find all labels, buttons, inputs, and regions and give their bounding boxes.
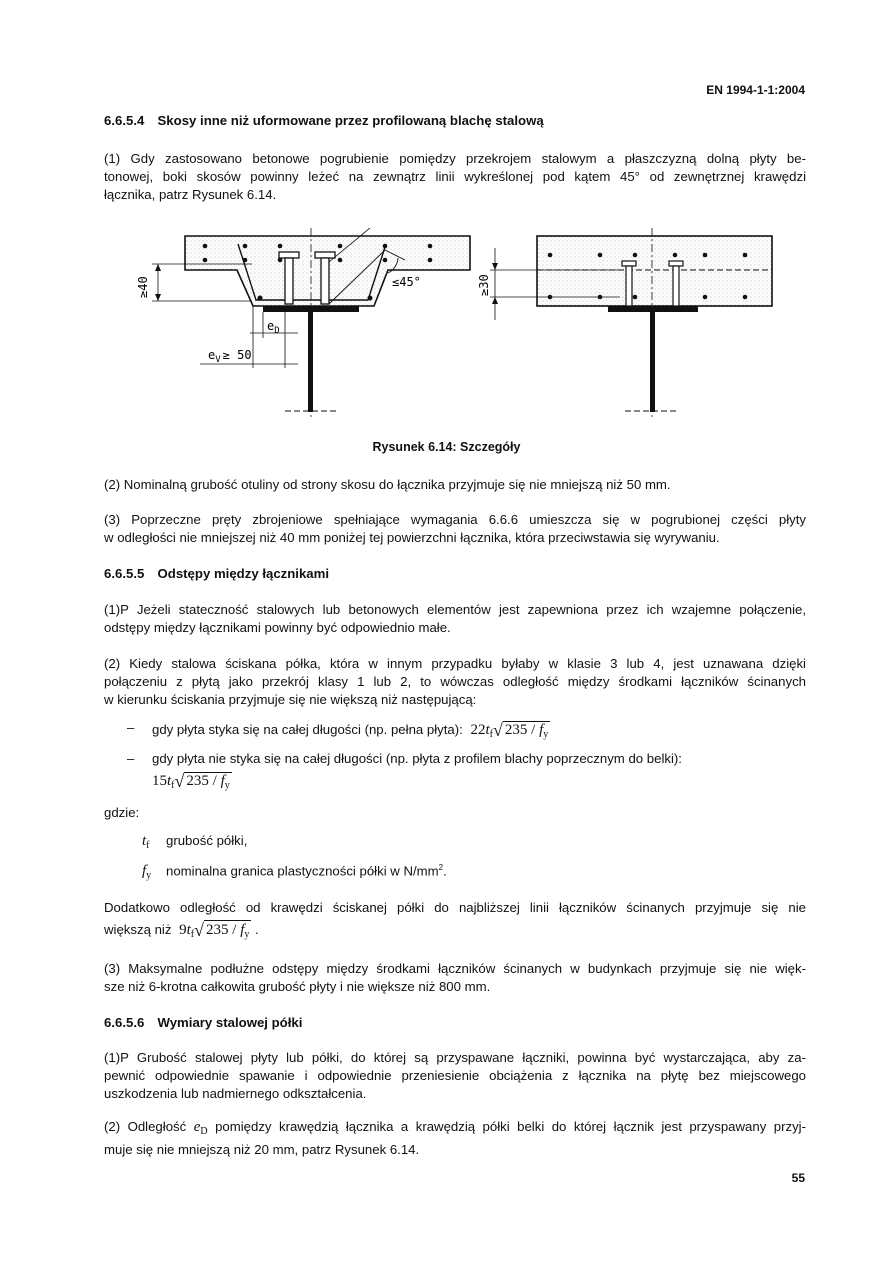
text-line: łącznika, patrz Rysunek 6.14. [104,187,277,203]
text-line: połączeniu z płytą jako przekrój klasy 1 lub 2, to wówczas odległość między środkami łączników ścinanych [104,674,806,690]
paragraph-6-6-5-4-2: (2) Nominalną grubość otuliny od strony skosu do łącznika przyjmuje się nie mniejszą niż 50 mm. [104,477,671,492]
list-bullet: – [127,720,135,735]
figure-6-14 [130,228,780,423]
list-item-1 [152,720,550,741]
f: f [539,722,544,738]
dim-label-30: ≥30 [477,274,491,296]
list-bullet: – [127,751,135,766]
paragraph-6-6-5-6-2 [104,1118,806,1159]
paragraph-6-6-5-4-3 [104,511,806,547]
f: f [220,773,225,789]
formula-22: $22t_f√$ $235 / f_y$ [470,720,549,740]
t-sub: f [190,929,195,941]
profiled-slab-detail [490,228,772,418]
formula-9: $9t_f√$ $235 / f_y$ [179,922,251,938]
eV-sub: V [215,355,221,365]
t-sub: f [146,840,150,851]
where-label: gdzie: [104,805,140,820]
figure-caption: Rysunek 6.14: Szczegóły [372,440,521,454]
paragraph-6-6-5-6-1 [104,1049,806,1104]
text-end: . [255,922,259,938]
text-line [104,920,806,944]
t-sub: f [171,780,175,791]
eD-label [267,319,280,336]
symbol-fy-desc [166,863,447,878]
heading-6-6-5-4: 6.6.5.4 Skosy inne niż uformowane przez profilowaną blachę stalową [104,113,544,128]
eV-value: ≥ 50 [222,348,252,362]
symbol-tf-desc: grubość półki, [166,833,248,848]
paragraph-6-6-5-4-1 [104,150,806,205]
root-num: 235 / [504,722,540,738]
symbol-fy [142,862,151,881]
list-item-2: gdy płyta nie styka się na całej długości (np. płyta z profilem blachy poprzecznym do belki): [152,751,682,766]
heading-6-6-5-6: 6.6.5.6 Wymiary stalowej półki [104,1015,303,1030]
text-line: (3) Poprzeczne pręty zbrojeniowe spełniające wymagania 6.6.6 umieszcza się w pogrubionej części płyty [104,512,806,527]
symbol-tf [142,832,150,851]
eD-sub: D [274,326,280,336]
sup: 2 [438,863,444,872]
dim-label-40: ≥40 [136,276,150,298]
text-line: (1)P Grubość stalowej płyty lub półki, do której są przyspawane łączniki, powinna być wystarczająca, aby za- [104,1050,806,1065]
t-sub: f [489,729,493,740]
f-sub: y [224,780,230,791]
f-sub: y [244,929,250,941]
t: t [485,722,490,738]
page-number: 55 [791,1171,805,1185]
desc-end: . [443,863,447,879]
t: t [186,922,191,939]
coef: 9 [179,922,187,939]
coef: 15 [152,773,167,789]
text: większą niż [104,922,172,938]
text: (2) Odległość [104,1119,187,1134]
eV-letter: e [208,348,216,362]
formula-15: $15t_f√$ $235 / f_y$ [152,771,230,791]
paragraph-6-6-5-5-extra [104,899,806,944]
text-line: uszkodzenia lub nadmiernego odkształcenia. [104,1086,367,1102]
standard-header: EN 1994-1-1:2004 [706,83,805,97]
list-item-text: gdy płyta styka się na całej długości (np. pełna płyta): [152,722,463,737]
root-num: 235 / [186,773,221,789]
f: f [142,863,147,879]
text-line: odstępy między łącznikami powinny być odpowiednio małe. [104,620,451,636]
eD-letter: e [267,319,275,333]
heading-6-6-5-5: 6.6.5.5 Odstępy między łącznikami [104,566,330,581]
f-sub: y [543,729,549,740]
e-sub: D [200,1126,208,1137]
root-num: 235 / [206,922,241,939]
radicand [184,772,231,791]
radicand [204,920,251,944]
eV-label [208,348,252,365]
t: t [142,833,147,849]
text-line: w kierunku ściskania przyjmuje się nie większą niż następującą: [104,692,477,708]
text-line: pewnić odpowiednie spawanie i odpowiednie przeniesienie obciążenia z łącznika na płytę bez miejscowego [104,1068,806,1084]
text-line: muje się nie mniejszą niż 20 mm, patrz Rysunek 6.14. [104,1142,420,1158]
f-sub: y [146,870,152,881]
text-line: Dodatkowo odległość od krawędzi ściskanej półki do najbliższej linii łączników ścinanych przyjmuje się nie [104,900,806,915]
text-line: tonowej, boki skosów powinny leżeć na zewnątrz linii wykreślonej pod kątem 45° od zewnętrznej krawędzi [104,169,806,185]
text-line [104,1118,806,1141]
paragraph-6-6-5-5-2 [104,655,806,710]
e: e [193,1119,201,1135]
haunch-detail [152,228,470,418]
text-line: (1) Gdy zastosowano betonowe pogrubienie pomiędzy przekrojem stalowym a płaszczyzną dolną płyty be- [104,151,806,166]
text-line: (3) Maksymalne podłużne odstępy między środkami łączników ścinanych w budynkach przyjmuje się nie więk- [104,961,806,976]
coef: 22 [470,722,486,738]
radicand [503,721,550,740]
t: t [167,773,172,789]
paragraph-6-6-5-5-3 [104,960,806,996]
text-line: (1)P Jeżeli stateczność stalowych lub betonowych elementów jest zapewniona przez ich wzajemne połączenie, [104,602,806,617]
desc: nominalna granica plastyczności półki w N/mm [166,863,439,879]
text-line: (2) Kiedy stalowa ściskana półka, która w innym przypadku byłaby w klasie 3 lub 4, jest uznawana dzięki [104,656,806,671]
text-line: sze niż 6-krotna całkowita grubość płyty i nie większe niż 800 mm. [104,979,491,995]
text-line: w odległości nie mniejszej niż 40 mm poniżej tej powierzchni łącznika, która przeciwstawia się wyrywaniu. [104,530,720,546]
f: f [240,922,245,939]
text: pomiędzy krawędzią łącznika a krawędzią półki belki do której łącznik jest przyspawany przyj- [215,1119,806,1134]
angle-label: ≤45° [392,275,421,289]
paragraph-6-6-5-5-1 [104,601,806,637]
